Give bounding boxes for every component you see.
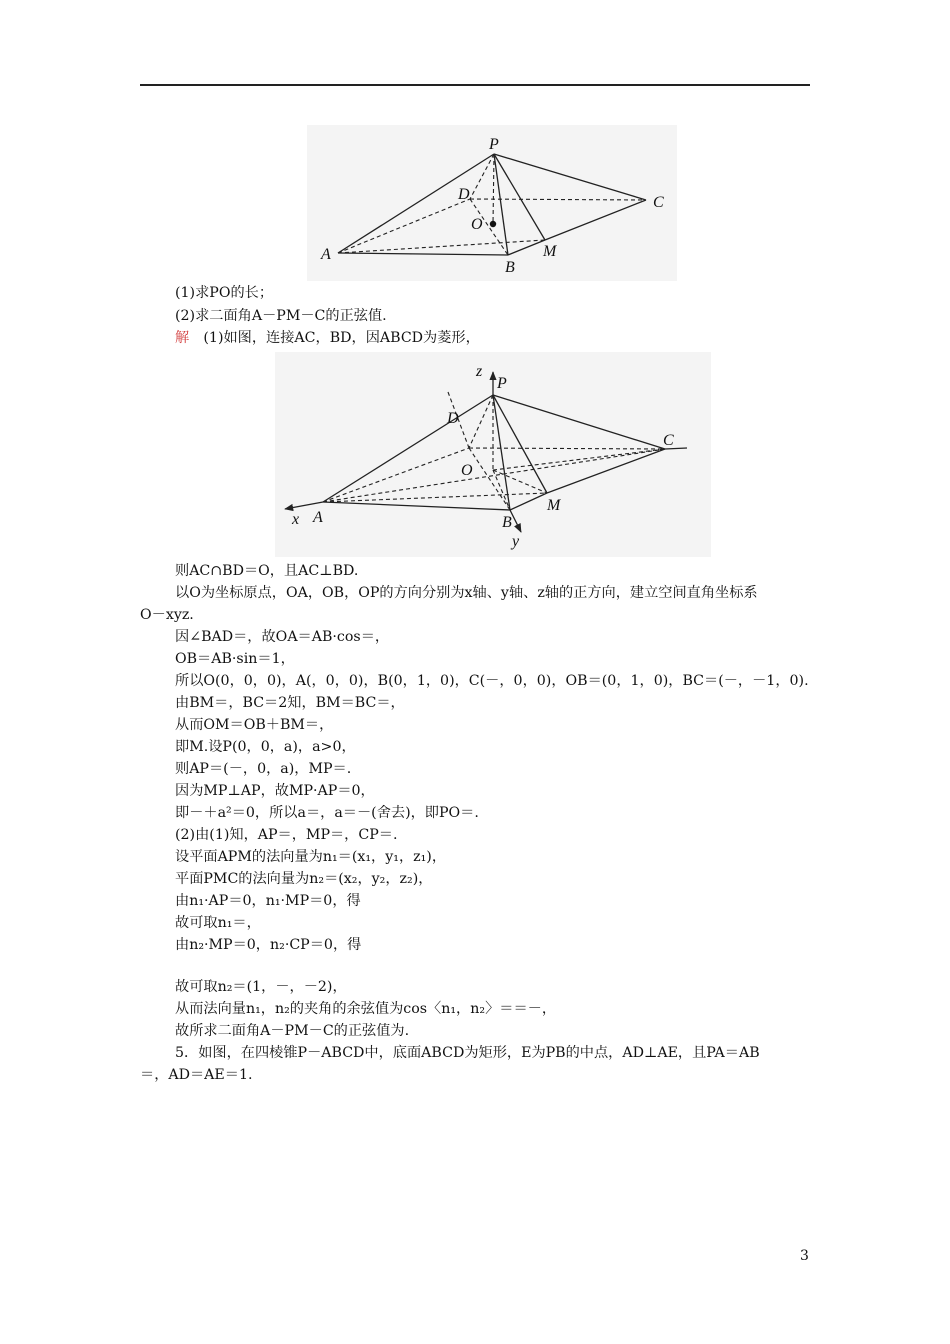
text-line-9: 即M.设P(0，0，a)，a>0， xyxy=(175,739,356,755)
header-rule xyxy=(140,84,810,86)
text-line-15: 平面PMC的法向量为n₂＝(x₂，y₂，z₂)， xyxy=(175,871,433,887)
text-line-2: 以O为坐标原点，OA，OB，OP的方向分别为x轴、y轴、z轴的正方向，建立空间直角坐标系 xyxy=(175,585,758,601)
label-z: z xyxy=(476,363,483,380)
text-line-5: OB＝AB·sin＝1， xyxy=(175,651,295,667)
text-line-11: 因为MP⊥AP，故MP·AP＝0， xyxy=(175,783,375,799)
label-A2: A xyxy=(313,509,323,526)
problem-5-line-2: ＝，AD＝AE＝1. xyxy=(140,1067,253,1083)
label-M2: M xyxy=(547,497,561,514)
label-C2: C xyxy=(663,432,674,449)
text-line-6: 所以O(0，0，0)，A(，0，0)，B(0，1，0)，C(－，0，0)，OB＝(0，1，0)，BC＝(－，－1，0). xyxy=(175,673,809,689)
label-O2: O xyxy=(461,462,473,479)
solution-tag: 解 xyxy=(175,330,190,346)
label-C: C xyxy=(653,194,664,211)
label-y: y xyxy=(512,533,520,550)
text-line-13: (2)由(1)知，AP＝，MP＝，CP＝. xyxy=(175,827,398,843)
label-B2: B xyxy=(502,514,512,531)
center-point-O xyxy=(490,221,496,227)
label-P: P xyxy=(489,136,499,153)
question-1: (1)求PO的长； xyxy=(175,285,274,301)
solution-intro-text: (1)如图，连接AC，BD，因ABCD为菱形， xyxy=(189,330,480,346)
text-line-3: O－xyz. xyxy=(140,607,194,623)
text-line-19: 故可取n₂＝(1，－，－2)， xyxy=(175,979,347,995)
text-line-10: 则AP＝(－，0，a)，MP＝. xyxy=(175,761,352,777)
text-line-20: 从而法向量n₁，n₂的夹角的余弦值为cos〈n₁，n₂〉＝＝－， xyxy=(175,1001,557,1017)
text-line-14: 设平面APM的法向量为n₁＝(x₁，y₁，z₁)， xyxy=(175,849,447,865)
text-line-12: 即－＋a²＝0，所以a＝，a＝－(舍去)，即PO＝. xyxy=(175,805,479,821)
solution-intro xyxy=(175,327,480,349)
text-line-17: 故可取n₁＝， xyxy=(175,915,261,931)
text-line-1: 则AC∩BD＝O，且AC⊥BD. xyxy=(175,563,359,579)
text-line-18: 由n₂·MP＝0，n₂·CP＝0，得 xyxy=(175,937,362,953)
question-2: (2)求二面角A－PM－C的正弦值. xyxy=(175,308,387,324)
label-P2: P xyxy=(497,375,507,392)
text-line-16: 由n₁·AP＝0，n₁·MP＝0，得 xyxy=(175,893,361,909)
pyramid-figure-2 xyxy=(275,352,711,557)
text-line-8: 从而OM＝OB＋BM＝， xyxy=(175,717,334,733)
text-line-7: 由BM＝，BC＝2知，BM＝BC＝， xyxy=(175,695,405,711)
label-x: x xyxy=(292,511,300,528)
label-B: B xyxy=(505,259,515,276)
label-D2: D xyxy=(447,410,459,427)
pyramid-figure-1-svg xyxy=(307,125,677,281)
label-A: A xyxy=(321,246,331,263)
text-line-4: 因∠BAD＝，故OA＝AB·cos＝， xyxy=(175,629,390,645)
label-O: O xyxy=(471,216,483,233)
pyramid-figure-1 xyxy=(307,125,677,281)
label-D: D xyxy=(458,186,470,203)
label-M: M xyxy=(543,243,557,260)
page-number: 3 xyxy=(800,1248,809,1264)
problem-5-line-1: 5．如图，在四棱锥P－ABCD中，底面ABCD为矩形，E为PB的中点，AD⊥AE，且PA＝AB xyxy=(175,1045,760,1061)
text-line-21: 故所求二面角A－PM－C的正弦值为. xyxy=(175,1023,410,1039)
pyramid-figure-2-svg xyxy=(275,352,711,557)
